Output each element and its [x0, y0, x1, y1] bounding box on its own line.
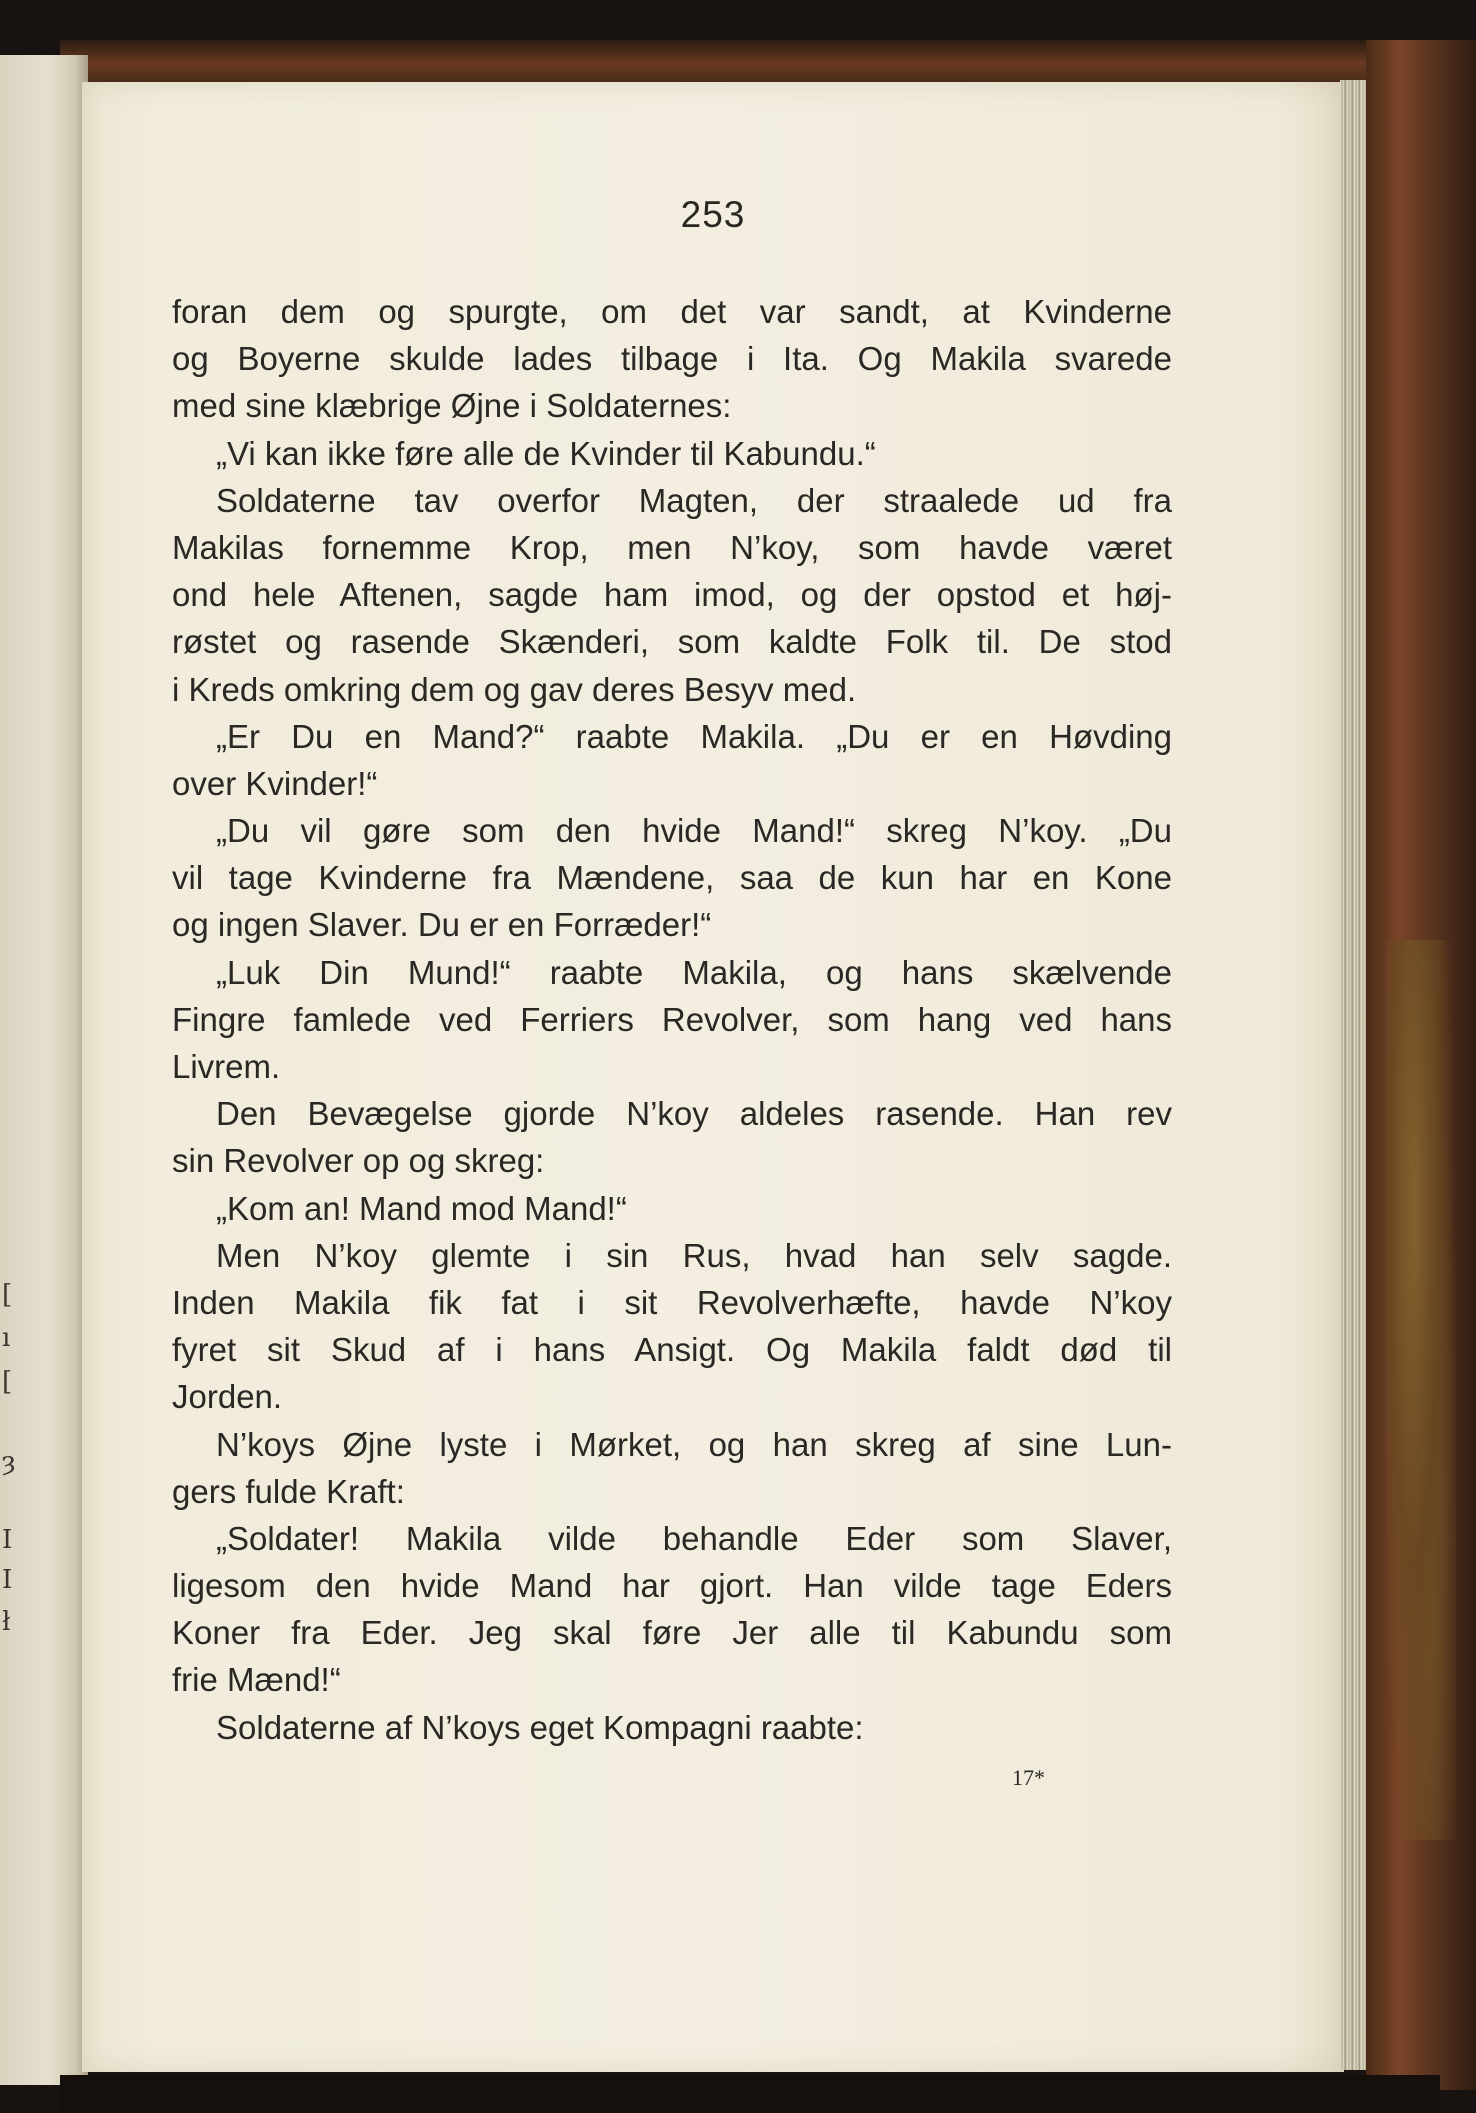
text-line: „Du vil gøre som den hvide Mand!“ skreg N’koy. „Du: [216, 812, 1172, 850]
text-line: i Kreds omkring dem og gav deres Besyv med.: [172, 670, 857, 708]
text-line: Makilas fornemme Krop, men N’koy, som havde været: [172, 528, 1172, 566]
text-line: Inden Makila fik fat i sit Revolverhæfte, havde N’koy: [172, 1283, 1172, 1321]
text-line: Men N’koy glemte i sin Rus, hvad han selv sagde.: [216, 1236, 1172, 1274]
text-line: røstet og rasende Skænderi, som kaldte Folk til. De stod: [172, 623, 1172, 661]
facing-page-edge: [0, 55, 88, 2085]
margin-mark: ł: [2, 1607, 11, 1637]
text-line: „Luk Din Mund!“ raabte Makila, og hans skælvende: [216, 953, 1172, 991]
text-line: „Vi kan ikke føre alle de Kvinder til Kabundu.“: [216, 434, 876, 472]
text-line: og ingen Slaver. Du er en Forræder!“: [172, 906, 712, 944]
text-line: ligesom den hvide Mand har gjort. Han vilde tage Eders: [172, 1567, 1172, 1605]
margin-mark: ı: [2, 1323, 11, 1353]
book-bottom-edge: [60, 2075, 1440, 2113]
margin-mark: I: [2, 1565, 13, 1595]
text-line: Livrem.: [172, 1048, 281, 1085]
text-line: frie Mænd!“: [172, 1661, 341, 1699]
body-text: [172, 288, 1172, 1751]
text-line: „Kom an! Mand mod Mand!“: [216, 1189, 627, 1227]
text-line: N’koys Øjne lyste i Mørket, og han skreg af sine Lun-: [216, 1425, 1172, 1463]
text-line: Koner fra Eder. Jeg skal føre Jer alle til Kabundu som: [172, 1614, 1172, 1652]
text-line: foran dem og spurgte, om det var sandt, at Kvinderne: [172, 293, 1172, 330]
text-line: Den Bevægelse gjorde N’koy aldeles rasende. Han rev: [216, 1095, 1172, 1133]
facing-page-marks: [0, 55, 20, 2085]
text-line: vil tage Kvinderne fra Mændene, saa de kun har en Kone: [172, 859, 1172, 897]
text-line: med sine klæbrige Øjne i Soldaternes:: [172, 387, 732, 425]
text-line: Soldaterne tav overfor Magten, der straalede ud fra: [216, 481, 1172, 519]
margin-mark: ȝ: [2, 1447, 16, 1477]
book-page: [82, 82, 1344, 2072]
margin-mark: [: [2, 1280, 13, 1310]
page-number: 253: [680, 194, 746, 235]
printer-signature: 17*: [1012, 1765, 1045, 1790]
cover-marbling: [1386, 940, 1456, 1840]
book-top-edge: [60, 40, 1440, 88]
text-line: „Soldater! Makila vilde behandle Eder som Slaver,: [216, 1519, 1172, 1557]
text-line: ond hele Aftenen, sagde ham imod, og der opstod et høj-: [172, 576, 1172, 614]
margin-mark: I: [2, 1525, 13, 1555]
text-line: sin Revolver op og skreg:: [172, 1142, 545, 1180]
leather-cover: [1366, 40, 1476, 2090]
margin-mark: [: [2, 1367, 13, 1397]
text-line: og Boyerne skulde lades tilbage i Ita. Og Makila svarede: [172, 340, 1172, 378]
text-line: Fingre famlede ved Ferriers Revolver, som hang ved hans: [172, 1000, 1172, 1038]
text-line: Jorden.: [172, 1378, 283, 1416]
text-line: „Er Du en Mand?“ raabte Makila. „Du er en Høvding: [216, 717, 1172, 755]
text-line: over Kvinder!“: [172, 764, 378, 802]
text-line: Soldaterne af N’koys eget Kompagni raabte:: [216, 1708, 864, 1746]
text-line: gers fulde Kraft:: [172, 1472, 405, 1510]
text-line: fyret sit Skud af i hans Ansigt. Og Makila faldt død til: [172, 1331, 1172, 1369]
